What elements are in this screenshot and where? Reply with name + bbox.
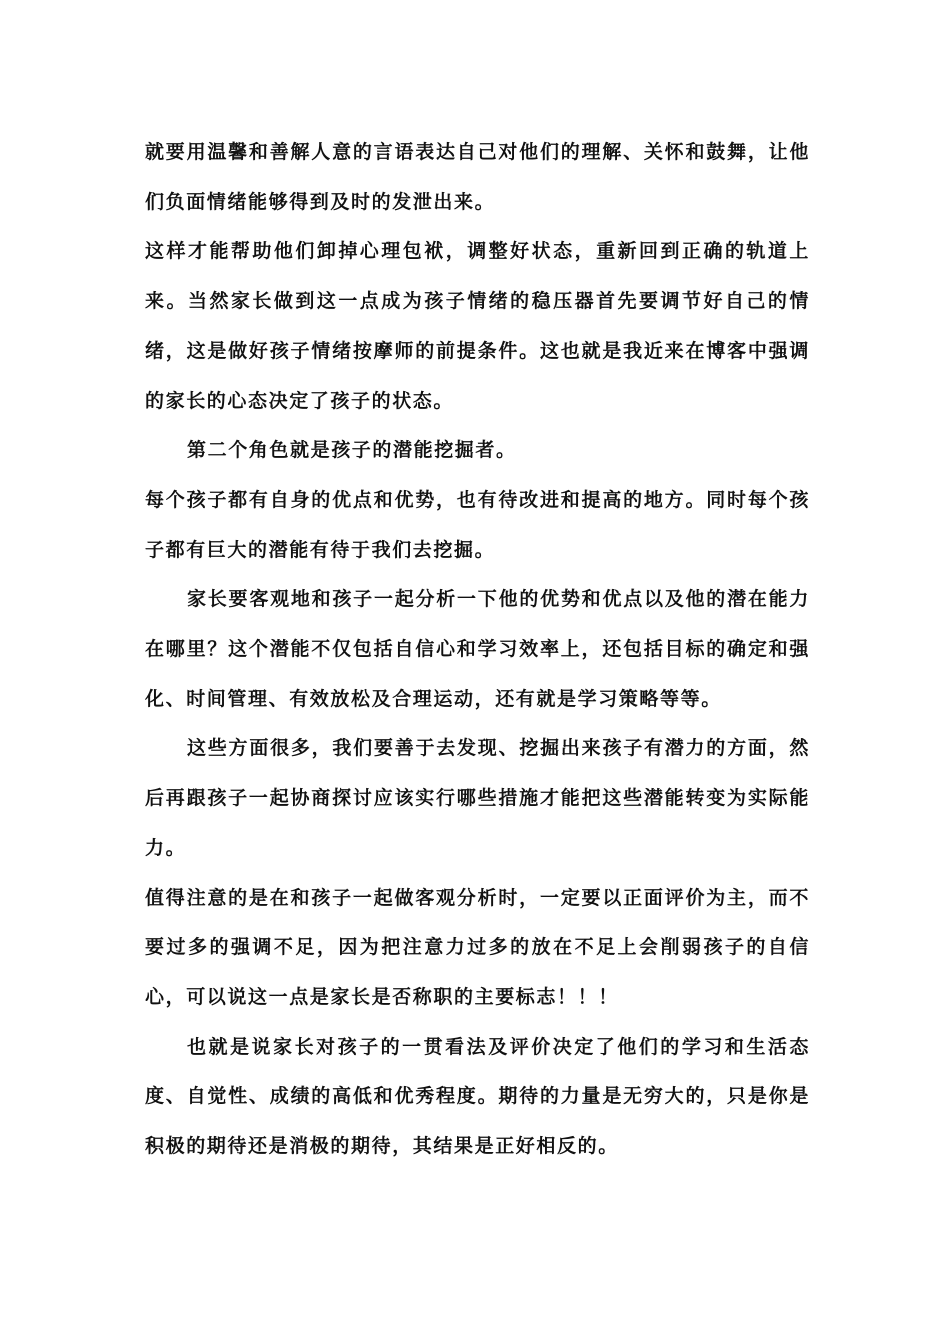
paragraph-5: 家长要客观地和孩子一起分析一下他的优势和优点以及他的潜在能力在哪里？这个潜能不仅包括自信心和学习效率上，还包括目标的确定和强化、时间管理、有效放松及合理运动，还有就是学习策略等等。 [145,588,810,710]
document-body [145,128,810,1172]
paragraph-8: 也就是说家长对孩子的一贯看法及评价决定了他们的学习和生活态度、自觉性、成绩的高低和优秀程度。期待的力量是无穷大的，只是你是积极的期待还是消极的期待，其结果是正好相反的。 [145,1035,810,1158]
paragraph-1: 就要用温馨和善解人意的言语表达自己对他们的理解、关怀和鼓舞，让他们负面情绪能够得到及时的发泄出来。 [145,141,810,213]
paragraph-4: 每个孩子都有自身的优点和优势，也有待改进和提高的地方。同时每个孩子都有巨大的潜能有待于我们去挖掘。 [145,488,810,561]
paragraph-6: 这些方面很多，我们要善于去发现、挖掘出来孩子有潜力的方面，然后再跟孩子一起协商探讨应该实行哪些措施才能把这些潜能转变为实际能力。 [145,737,810,859]
paragraph-7: 值得注意的是在和孩子一起做客观分析时，一定要以正面评价为主，而不要过多的强调不足，因为把注意力过多的放在不足上会削弱孩子的自信心，可以说这一点是家长是否称职的主要标志！！！ [145,886,810,1008]
paragraph-3: 第二个角色就是孩子的潜能挖掘者。 [187,439,517,462]
paragraph-2: 这样才能帮助他们卸掉心理包袱，调整好状态，重新回到正确的轨道上来。当然家长做到这一点成为孩子情绪的稳压器首先要调节好自己的情绪，这是做好孩子情绪按摩师的前提条件。这也就是我近来在博客中强调的家长的心态决定了孩子的状态。 [145,240,810,412]
